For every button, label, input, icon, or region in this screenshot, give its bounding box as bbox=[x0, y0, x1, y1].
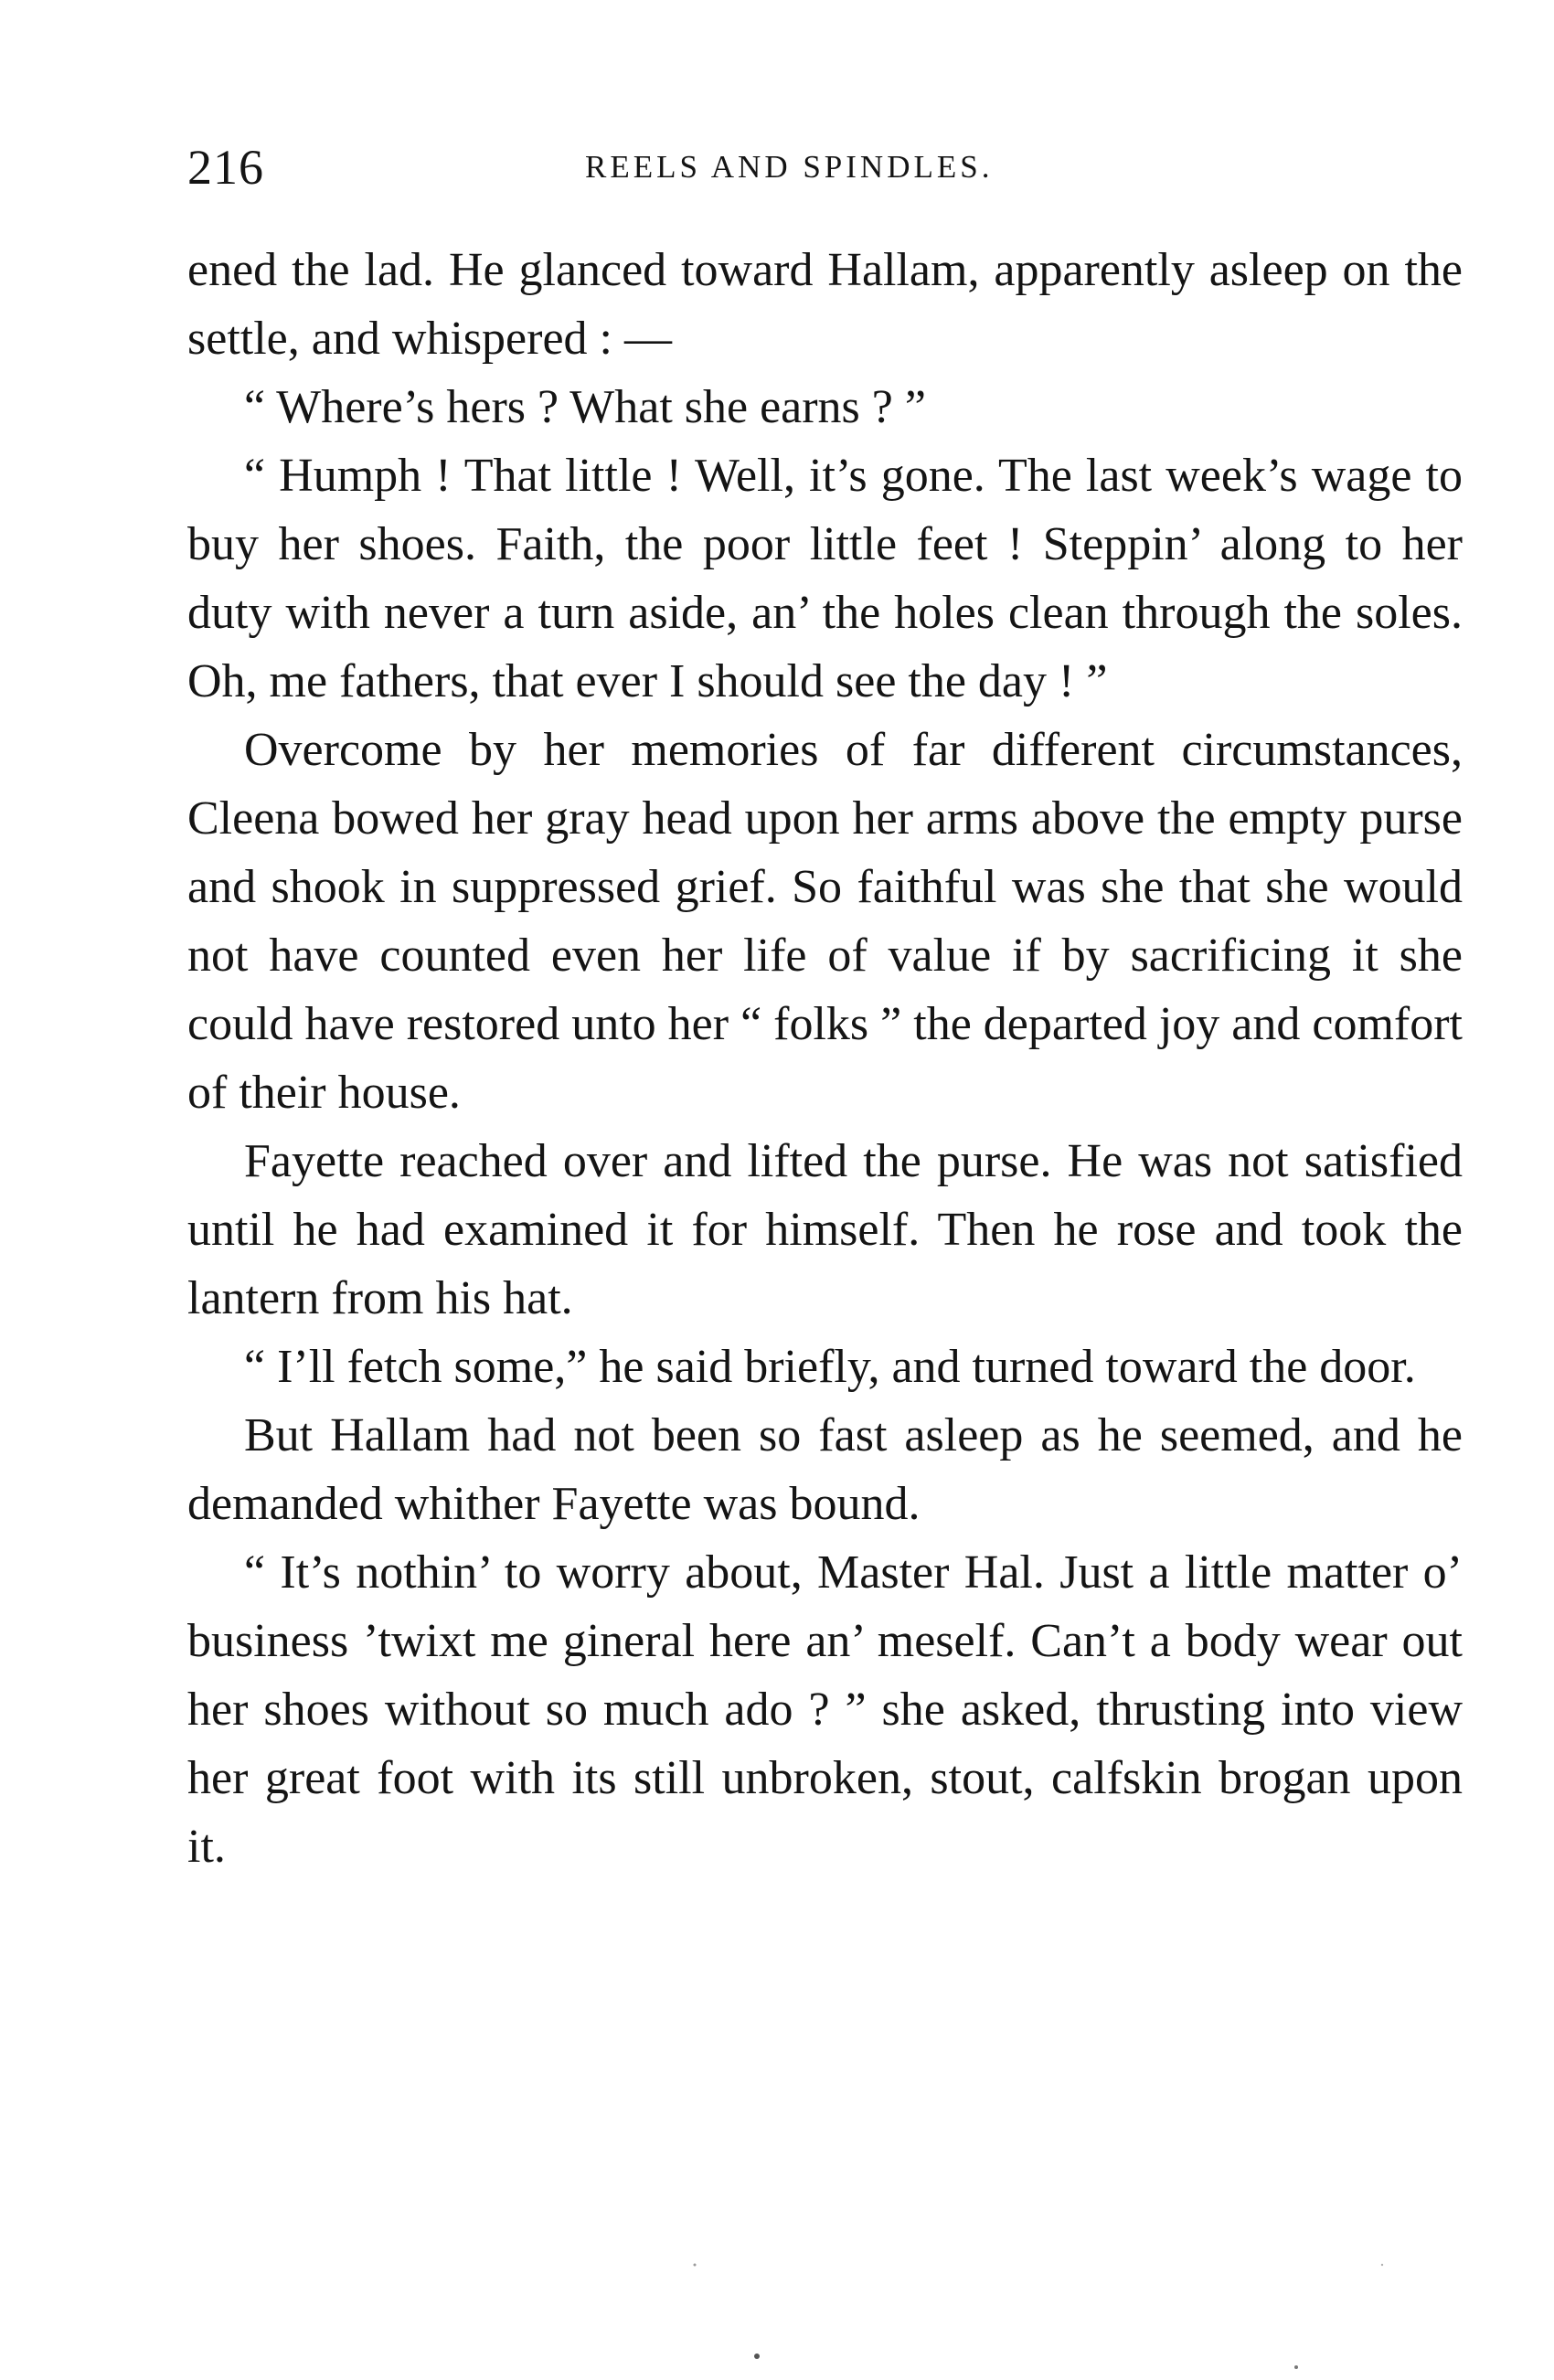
paragraph-narration-cleena: Overcome by her memories of far different circumstances, Cleena bowed her gray head upon her arms above the empty purse and shook in suppressed grief. So faithful was she that she would not have counted even her life of value if by sacrificing it she could have restored unto her “ folks ” the departed joy and comfort of their house. bbox=[187, 724, 1463, 1119]
scan-speck bbox=[1381, 2264, 1383, 2266]
paragraph-narration-hallam: But Hallam had not been so fast asleep as he seemed, and he demanded whither Fayette was bound. bbox=[187, 1409, 1463, 1530]
paragraph-narration-fayette: Fayette reached over and lifted the purse. He was not satisfied until he had examined it for himself. Then he rose and took the lantern from his hat. bbox=[187, 1135, 1463, 1324]
paragraph-dialogue-question: “ Where’s hers ? What she earns ? ” bbox=[244, 381, 926, 433]
running-title: REELS AND SPINDLES. bbox=[585, 149, 994, 185]
paragraph-dialogue-fetch: “ I’ll fetch some,” he said briefly, and turned toward the door. bbox=[244, 1341, 1416, 1393]
body-text bbox=[187, 236, 1463, 1881]
scan-speck bbox=[1294, 2365, 1298, 2369]
paragraph-dialogue-nothin: “ It’s nothin’ to worry about, Master Hal. Just a little matter o’ business ’twixt me gineral here an’ meself. Can’t a body wear out her shoes without so much ado ? ” she asked, thrusting into view her great foot with its still unbroken, stout, calfskin brogan upon it. bbox=[187, 1546, 1463, 1873]
paragraph-continued: ened the lad. He glanced toward Hallam, apparently asleep on the settle, and whispered : — bbox=[187, 244, 1463, 365]
running-head bbox=[187, 135, 1463, 199]
scan-speck bbox=[754, 2353, 760, 2359]
paragraph-dialogue-humph: “ Humph ! That little ! Well, it’s gone. The last week’s wage to buy her shoes. Faith, the poor little feet ! Steppin’ along to her duty with never a turn aside, an’ the holes clean through the soles. Oh, me fathers, that ever I should see the day ! ” bbox=[187, 450, 1463, 707]
scan-speck bbox=[694, 2264, 697, 2267]
page-number: 216 bbox=[187, 140, 264, 195]
